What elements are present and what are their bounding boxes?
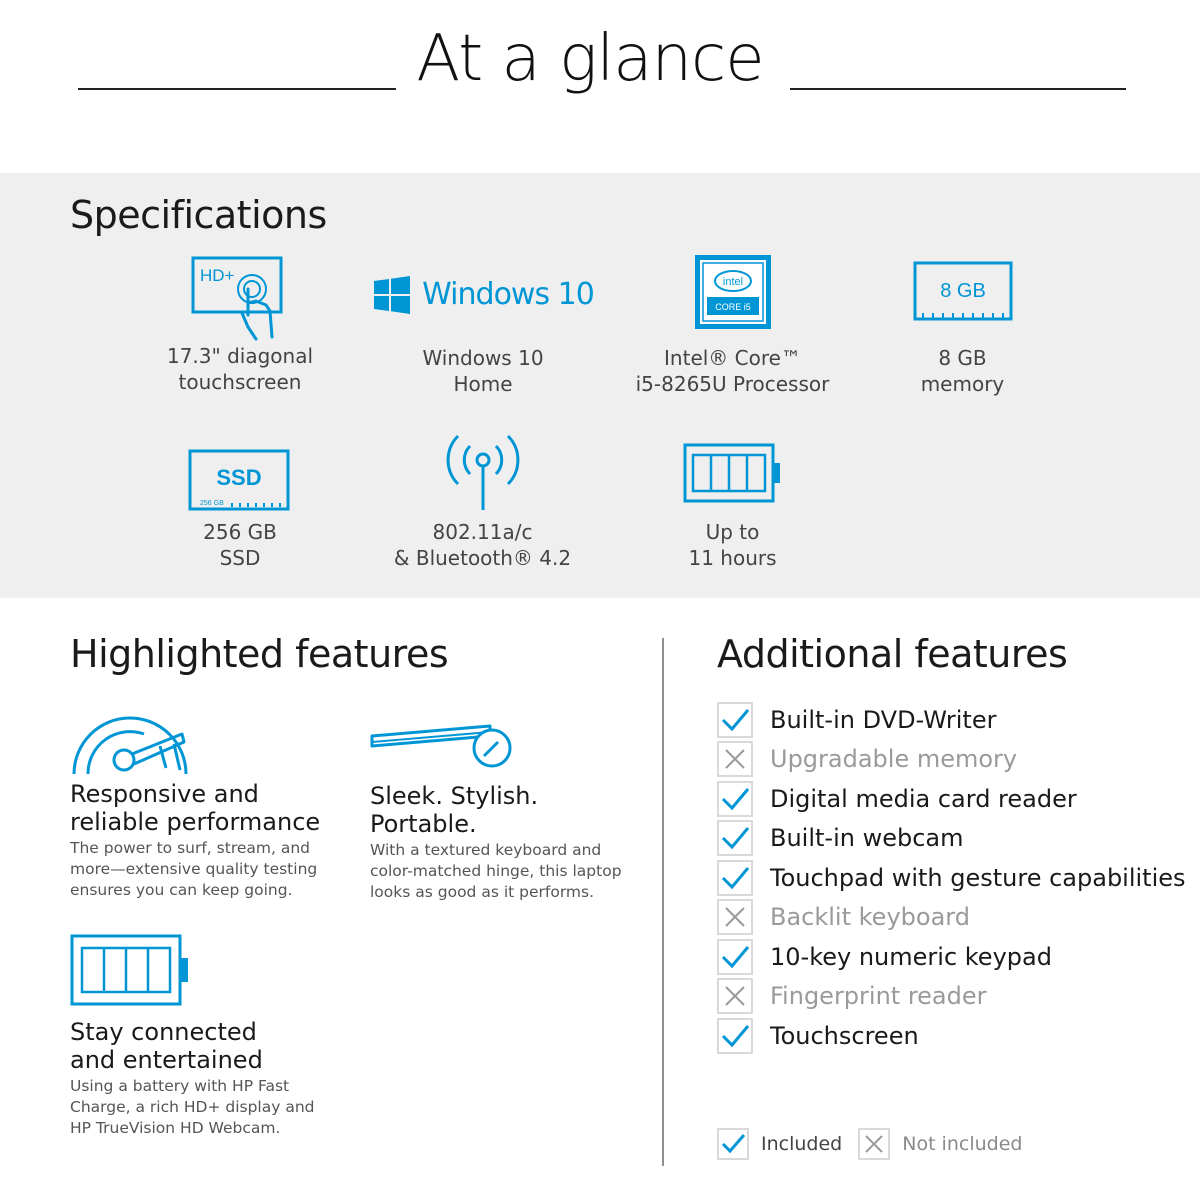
feature-design-desc-line1: With a textured keyboard and xyxy=(370,841,602,859)
cross-icon xyxy=(858,1128,890,1160)
feature-battery xyxy=(70,934,330,1139)
feature-list-item xyxy=(717,1016,1167,1056)
spec-storage xyxy=(165,445,315,585)
features-legend xyxy=(717,1128,1038,1160)
feature-battery-title-line1: Stay connected xyxy=(70,1018,257,1046)
title-rule-right xyxy=(790,88,1126,90)
feature-list-item-label: Backlit keyboard xyxy=(770,903,970,932)
feature-list-item xyxy=(717,779,1167,819)
feature-list-item-label: 10-key numeric keypad xyxy=(770,942,1052,971)
feature-list-item-label: Digital media card reader xyxy=(770,784,1077,813)
feature-list-item xyxy=(717,977,1167,1017)
spec-display-line1: 17.3" diagonal xyxy=(166,344,313,368)
memory-icon xyxy=(880,261,1045,323)
spec-os-line2: Home xyxy=(453,372,513,396)
feature-performance xyxy=(70,698,330,901)
check-icon xyxy=(717,702,753,738)
spec-battery-line1: Up to xyxy=(705,520,760,544)
spec-display xyxy=(140,253,340,403)
feature-battery-title-line2: and entertained xyxy=(70,1046,263,1074)
spec-wireless-label xyxy=(380,519,585,571)
cross-icon xyxy=(717,899,753,935)
feature-list-item-label: Upgradable memory xyxy=(770,745,1018,774)
windows-logo-icon xyxy=(368,275,598,315)
cross-icon xyxy=(717,978,753,1014)
additional-heading: Additional features xyxy=(717,632,1068,676)
feature-list-item-label: Built-in DVD-Writer xyxy=(770,705,997,734)
feature-design-title-line1: Sleek. Stylish. xyxy=(370,782,539,810)
specifications-heading: Specifications xyxy=(70,193,327,237)
hd-touchscreen-icon xyxy=(140,253,340,343)
svg-text:SSD: SSD xyxy=(216,465,262,490)
page-title: At a glance xyxy=(416,22,764,96)
feature-battery-desc-line2: Charge, a rich HD+ display and xyxy=(70,1098,315,1116)
spec-battery-label xyxy=(660,519,805,571)
spec-display-line2: touchscreen xyxy=(178,370,302,394)
battery-icon xyxy=(70,934,330,1018)
spec-processor-label xyxy=(620,345,845,397)
feature-battery-title xyxy=(70,1018,330,1074)
feature-list-item-label: Fingerprint reader xyxy=(770,982,987,1011)
legend-included-label: Included xyxy=(761,1133,843,1155)
feature-list-item xyxy=(717,700,1167,740)
feature-performance-desc-line3: ensures you can keep going. xyxy=(70,881,293,899)
feature-battery-desc xyxy=(70,1076,330,1139)
spec-wireless-line1: 802.11a/c xyxy=(432,520,533,544)
svg-text:intel: intel xyxy=(722,276,743,288)
feature-battery-desc-line3: HP TrueVision HD Webcam. xyxy=(70,1119,281,1137)
check-icon xyxy=(717,860,753,896)
spec-storage-line2: SSD xyxy=(219,546,261,570)
svg-text:8 GB: 8 GB xyxy=(939,280,986,302)
cross-icon xyxy=(717,741,753,777)
feature-performance-desc xyxy=(70,838,330,901)
spec-storage-line1: 256 GB xyxy=(203,520,277,544)
wireless-icon xyxy=(380,428,585,512)
feature-design-title xyxy=(370,782,640,838)
spec-display-label xyxy=(140,343,340,395)
feature-list-item xyxy=(717,819,1167,859)
spec-storage-label xyxy=(165,519,315,571)
speedometer-icon xyxy=(70,698,330,780)
slim-laptop-icon xyxy=(370,698,640,782)
additional-features-list xyxy=(717,700,1186,1056)
page-header xyxy=(0,0,1200,160)
feature-list-item-label: Touchpad with gesture capabilities xyxy=(770,863,1186,892)
feature-list-item-label: Built-in webcam xyxy=(770,824,964,853)
feature-list-item xyxy=(717,858,1186,898)
feature-list-item xyxy=(717,898,1167,938)
specifications-section xyxy=(0,173,1200,598)
spec-os-line1: Windows 10 xyxy=(422,346,544,370)
feature-performance-desc-line2: more—extensive quality testing xyxy=(70,860,318,878)
windows-logo-text: Windows 10 xyxy=(422,277,594,312)
feature-design-desc-line2: color-matched hinge, this laptop xyxy=(370,862,622,880)
feature-performance-title-line1: Responsive and xyxy=(70,780,259,808)
title-rule-left xyxy=(78,88,396,90)
svg-text:256 GB: 256 GB xyxy=(200,500,224,507)
intel-core-badge-icon xyxy=(620,253,845,331)
check-icon xyxy=(717,781,753,817)
feature-design xyxy=(370,698,640,903)
feature-design-desc xyxy=(370,840,640,903)
spec-wireless xyxy=(380,428,585,588)
spec-os-label xyxy=(368,345,598,397)
spec-wireless-line2: & Bluetooth® 4.2 xyxy=(393,546,572,570)
svg-text:CORE i5: CORE i5 xyxy=(714,302,751,312)
svg-text:HD+: HD+ xyxy=(200,266,235,285)
feature-performance-title-line2: reliable performance xyxy=(70,808,321,836)
feature-design-desc-line3: looks as good as it performs. xyxy=(370,883,595,901)
legend-not-included-label: Not included xyxy=(902,1133,1023,1155)
check-icon xyxy=(717,820,753,856)
check-icon xyxy=(717,1018,753,1054)
feature-list-item xyxy=(717,740,1167,780)
spec-memory-line1: 8 GB xyxy=(938,346,987,370)
spec-processor-line2: i5-8265U Processor xyxy=(635,372,830,396)
spec-processor-line1: Intel® Core™ xyxy=(664,346,801,370)
feature-list-item-label: Touchscreen xyxy=(770,1021,919,1050)
highlighted-heading: Highlighted features xyxy=(70,632,449,676)
check-icon xyxy=(717,1128,749,1160)
spec-memory-label xyxy=(880,345,1045,397)
feature-battery-desc-line1: Using a battery with HP Fast xyxy=(70,1077,290,1095)
spec-battery xyxy=(660,443,805,583)
check-icon xyxy=(717,939,753,975)
spec-battery-line2: 11 hours xyxy=(688,546,777,570)
feature-performance-title xyxy=(70,780,330,836)
battery-icon xyxy=(660,443,805,505)
spec-memory-line2: memory xyxy=(920,372,1005,396)
feature-list-item xyxy=(717,937,1167,977)
spec-processor xyxy=(620,253,845,403)
section-divider xyxy=(662,638,664,1166)
feature-performance-desc-line1: The power to surf, stream, and xyxy=(70,839,310,857)
spec-os xyxy=(368,253,598,403)
feature-design-title-line2: Portable. xyxy=(370,810,477,838)
spec-memory xyxy=(880,253,1045,403)
ssd-icon xyxy=(165,449,315,513)
